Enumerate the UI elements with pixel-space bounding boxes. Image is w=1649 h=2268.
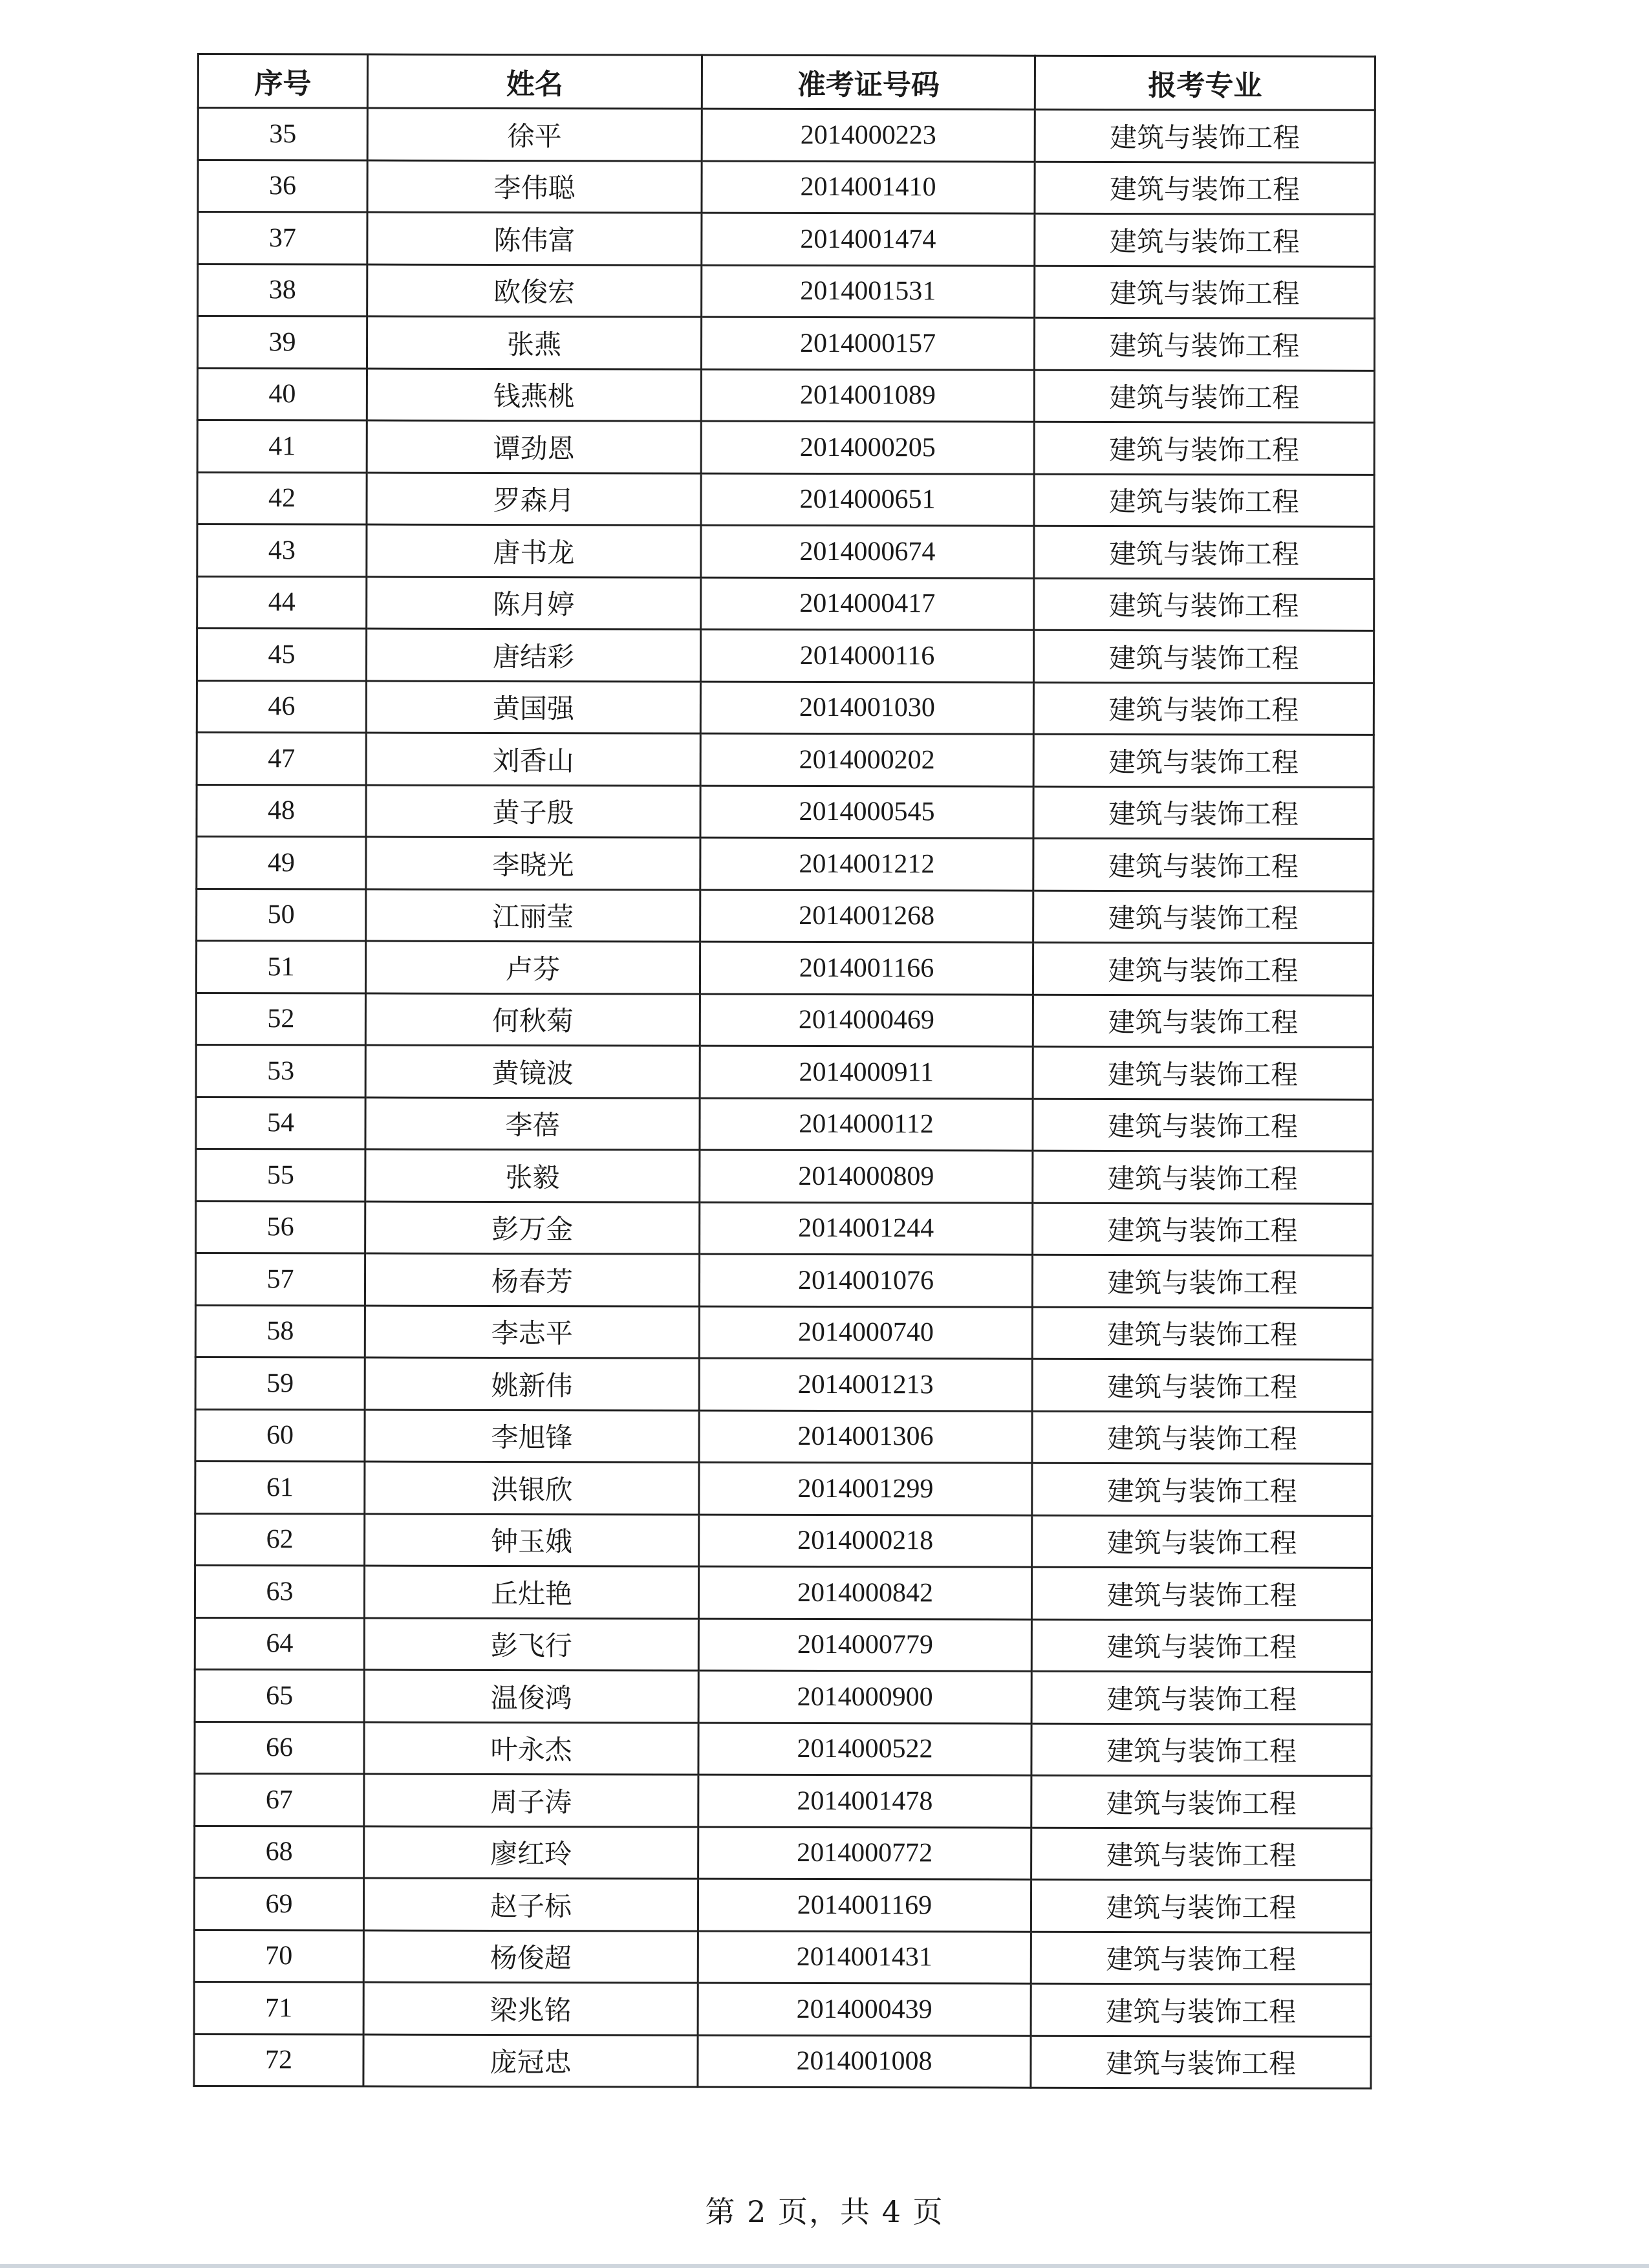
cell-major: 建筑与装饰工程 (1035, 109, 1375, 162)
cell-ticket-number: 2014000651 (701, 473, 1034, 526)
header-name: 姓名 (367, 54, 702, 109)
cell-major: 建筑与装饰工程 (1031, 1932, 1371, 1985)
header-serial-number: 序号 (198, 54, 367, 109)
cell-serial-number: 71 (194, 1982, 363, 2034)
table-body (194, 108, 1375, 2089)
cell-name: 彭飞行 (364, 1618, 698, 1671)
table-row (197, 629, 1374, 683)
cell-ticket-number: 2014001431 (698, 1931, 1031, 1984)
cell-name: 李伟聪 (367, 160, 702, 213)
cell-serial-number: 59 (195, 1357, 365, 1409)
cell-ticket-number: 2014001244 (700, 1202, 1033, 1255)
table-row (195, 1669, 1372, 1723)
cell-major: 建筑与装饰工程 (1033, 786, 1374, 839)
cell-name: 廖红玲 (364, 1826, 698, 1879)
cell-serial-number: 46 (197, 680, 366, 733)
cell-major: 建筑与装饰工程 (1034, 370, 1374, 423)
table-row (197, 524, 1374, 579)
cell-serial-number: 39 (197, 316, 367, 369)
cell-serial-number: 64 (195, 1617, 364, 1670)
cell-major: 建筑与装饰工程 (1031, 2036, 1371, 2089)
cell-ticket-number: 2014000157 (701, 317, 1034, 370)
cell-major: 建筑与装饰工程 (1031, 1983, 1371, 2036)
scan-edge-divider (0, 2264, 1649, 2268)
table-row (197, 316, 1374, 371)
cell-major: 建筑与装饰工程 (1033, 1150, 1373, 1204)
cell-major: 建筑与装饰工程 (1031, 1828, 1372, 1881)
cell-major: 建筑与装饰工程 (1033, 838, 1374, 891)
cell-name: 张燕 (367, 316, 701, 369)
cell-serial-number: 35 (198, 108, 367, 160)
cell-name: 卢芬 (365, 941, 700, 994)
cell-ticket-number: 2014000545 (700, 786, 1033, 839)
cell-ticket-number: 2014000202 (700, 733, 1033, 786)
cell-ticket-number: 2014001030 (700, 682, 1033, 735)
cell-ticket-number: 2014001410 (702, 161, 1035, 214)
table-row (194, 1982, 1371, 2036)
cell-serial-number: 41 (197, 420, 367, 473)
table-row (196, 1201, 1373, 1255)
cell-serial-number: 69 (194, 1877, 363, 1930)
cell-serial-number: 40 (197, 368, 367, 420)
cell-name: 李蓓 (365, 1097, 700, 1150)
cell-name: 庞冠忠 (363, 2035, 698, 2088)
cell-serial-number: 50 (197, 889, 366, 941)
cell-ticket-number: 2014001212 (700, 837, 1033, 891)
cell-ticket-number: 2014001531 (702, 265, 1035, 318)
cell-ticket-number: 2014000900 (698, 1670, 1031, 1723)
cell-serial-number: 42 (197, 472, 367, 524)
cell-major: 建筑与装饰工程 (1032, 1515, 1372, 1568)
cell-major: 建筑与装饰工程 (1035, 266, 1375, 319)
cell-ticket-number: 2014000772 (698, 1827, 1031, 1880)
cell-name: 欧俊宏 (367, 265, 702, 318)
cell-ticket-number: 2014001076 (699, 1254, 1032, 1307)
cell-serial-number: 56 (196, 1201, 365, 1253)
cell-major: 建筑与装饰工程 (1035, 213, 1375, 266)
cell-name: 李旭锋 (365, 1410, 699, 1463)
candidate-table (193, 53, 1376, 2090)
cell-name: 张毅 (365, 1149, 700, 1202)
table-row (198, 108, 1375, 162)
cell-major: 建筑与装饰工程 (1031, 1567, 1372, 1620)
cell-name: 唐结彩 (366, 629, 700, 682)
cell-name: 钟玉娥 (365, 1514, 699, 1567)
cell-name: 谭劲恩 (367, 420, 701, 473)
table-row (195, 1565, 1372, 1619)
cell-serial-number: 49 (197, 837, 366, 889)
cell-name: 何秋菊 (365, 993, 700, 1046)
cell-major: 建筑与装饰工程 (1031, 1775, 1372, 1828)
cell-major: 建筑与装饰工程 (1033, 995, 1373, 1048)
cell-name: 杨俊超 (363, 1930, 698, 1983)
cell-serial-number: 70 (194, 1930, 363, 1982)
cell-major: 建筑与装饰工程 (1031, 1723, 1372, 1777)
cell-ticket-number: 2014000674 (701, 525, 1034, 578)
table-row (197, 472, 1374, 526)
cell-name: 唐书龙 (367, 524, 701, 578)
cell-name: 黄子殷 (366, 785, 700, 838)
cell-serial-number: 44 (197, 576, 367, 629)
cell-ticket-number: 2014000205 (701, 421, 1034, 474)
cell-major: 建筑与装饰工程 (1033, 1203, 1373, 1256)
cell-serial-number: 38 (198, 264, 367, 316)
cell-serial-number: 57 (195, 1253, 365, 1305)
cell-serial-number: 67 (195, 1773, 364, 1826)
cell-name: 徐平 (367, 108, 702, 161)
cell-name: 杨春芳 (365, 1253, 699, 1306)
cell-ticket-number: 2014000911 (700, 1046, 1033, 1099)
table-row (198, 160, 1375, 214)
cell-major: 建筑与装饰工程 (1033, 630, 1374, 683)
cell-name: 钱燕桃 (367, 369, 701, 422)
table-row (195, 1826, 1372, 1880)
table-row (197, 368, 1374, 422)
cell-serial-number: 43 (197, 524, 367, 577)
cell-serial-number: 47 (197, 733, 366, 785)
cell-ticket-number: 2014000740 (699, 1306, 1032, 1359)
table-row (195, 1357, 1372, 1411)
table-row (197, 837, 1374, 891)
cell-major: 建筑与装饰工程 (1034, 578, 1374, 631)
cell-serial-number: 68 (195, 1826, 364, 1878)
cell-name: 陈伟富 (367, 212, 702, 265)
cell-serial-number: 60 (195, 1409, 365, 1462)
table-row (195, 1409, 1372, 1463)
cell-name: 黄镜波 (365, 1045, 700, 1098)
cell-ticket-number: 2014000522 (698, 1723, 1031, 1776)
cell-name: 丘灶艳 (364, 1566, 698, 1619)
cell-ticket-number: 2014001166 (700, 942, 1033, 995)
cell-serial-number: 37 (198, 212, 367, 265)
cell-ticket-number: 2014001474 (702, 213, 1035, 266)
cell-serial-number: 65 (195, 1669, 364, 1722)
cell-name: 李志平 (365, 1306, 699, 1359)
cell-major: 建筑与装饰工程 (1034, 474, 1374, 527)
table-row (195, 1773, 1372, 1828)
cell-ticket-number: 2014001089 (701, 369, 1034, 422)
cell-major: 建筑与装饰工程 (1034, 318, 1374, 371)
cell-major: 建筑与装饰工程 (1033, 1099, 1373, 1152)
table-header-row (198, 54, 1375, 111)
table-row (196, 941, 1373, 995)
cell-name: 洪银欣 (365, 1462, 699, 1515)
cell-major: 建筑与装饰工程 (1033, 734, 1374, 787)
cell-ticket-number: 2014001008 (698, 2035, 1031, 2088)
cell-major: 建筑与装饰工程 (1031, 1879, 1371, 1932)
cell-name: 刘香山 (366, 733, 700, 786)
cell-ticket-number: 2014000112 (700, 1098, 1033, 1151)
cell-major: 建筑与装饰工程 (1033, 942, 1373, 995)
cell-serial-number: 45 (197, 629, 366, 681)
cell-major: 建筑与装饰工程 (1033, 682, 1374, 735)
table-row (197, 420, 1374, 475)
cell-major: 建筑与装饰工程 (1032, 1411, 1372, 1464)
table-row (196, 1149, 1373, 1203)
cell-ticket-number: 2014000842 (698, 1566, 1031, 1619)
cell-serial-number: 48 (197, 784, 366, 837)
table-row (197, 889, 1374, 943)
table-row (195, 1461, 1372, 1515)
cell-serial-number: 58 (195, 1305, 365, 1357)
table-row (196, 1044, 1373, 1099)
table-row (196, 993, 1373, 1047)
header-ticket-number: 准考证号码 (702, 55, 1035, 109)
cell-ticket-number: 2014000469 (700, 994, 1033, 1047)
cell-major: 建筑与装饰工程 (1032, 1307, 1372, 1360)
cell-ticket-number: 2014000116 (700, 629, 1033, 682)
table-row (197, 576, 1374, 631)
cell-ticket-number: 2014000417 (701, 578, 1034, 631)
table-row (195, 1617, 1372, 1672)
page-number: 第 2 页，共 4 页 (705, 2194, 944, 2229)
cell-major: 建筑与装饰工程 (1032, 1359, 1372, 1412)
cell-serial-number: 55 (196, 1149, 365, 1201)
table-row (195, 1722, 1372, 1776)
table-row (195, 1253, 1372, 1307)
cell-name: 叶永杰 (364, 1722, 698, 1775)
cell-major: 建筑与装饰工程 (1032, 1463, 1372, 1516)
cell-major: 建筑与装饰工程 (1032, 1255, 1372, 1308)
cell-major: 建筑与装饰工程 (1031, 1671, 1372, 1724)
cell-name: 温俊鸿 (364, 1670, 698, 1723)
cell-ticket-number: 2014000779 (698, 1619, 1031, 1672)
cell-serial-number: 63 (195, 1565, 364, 1617)
cell-major: 建筑与装饰工程 (1035, 162, 1375, 215)
cell-serial-number: 66 (195, 1722, 364, 1774)
cell-ticket-number: 2014000809 (700, 1150, 1033, 1203)
cell-name: 罗森月 (367, 473, 701, 526)
cell-ticket-number: 2014001478 (698, 1775, 1031, 1828)
cell-name: 李晓光 (366, 837, 700, 890)
cell-serial-number: 62 (195, 1513, 365, 1566)
cell-ticket-number: 2014001299 (699, 1462, 1032, 1515)
cell-name: 周子涛 (364, 1774, 698, 1827)
roster-sheet (193, 53, 1374, 2090)
cell-name: 彭万金 (365, 1202, 700, 1255)
cell-name: 姚新伟 (365, 1357, 699, 1410)
table-row (195, 1305, 1372, 1359)
cell-ticket-number: 2014001306 (699, 1410, 1032, 1463)
table-row (196, 1097, 1373, 1151)
cell-name: 江丽莹 (366, 889, 700, 942)
cell-serial-number: 36 (198, 160, 367, 212)
cell-ticket-number: 2014000439 (698, 1983, 1031, 2036)
table-row (197, 733, 1374, 787)
cell-major: 建筑与装饰工程 (1034, 422, 1374, 475)
cell-major: 建筑与装饰工程 (1033, 1046, 1373, 1099)
cell-major: 建筑与装饰工程 (1031, 1619, 1372, 1672)
cell-serial-number: 54 (196, 1097, 365, 1149)
cell-ticket-number: 2014000223 (702, 109, 1035, 162)
cell-serial-number: 53 (196, 1044, 365, 1097)
table-row (194, 1930, 1371, 1984)
cell-name: 赵子标 (363, 1878, 698, 1931)
cell-major: 建筑与装饰工程 (1034, 526, 1374, 579)
cell-name: 梁兆铭 (363, 1982, 698, 2035)
cell-name: 陈月婷 (367, 577, 701, 630)
cell-serial-number: 51 (196, 941, 365, 993)
cell-serial-number: 72 (194, 2034, 363, 2086)
cell-major: 建筑与装饰工程 (1033, 891, 1374, 944)
table-row (198, 212, 1375, 266)
cell-serial-number: 52 (196, 993, 365, 1045)
table-row (197, 784, 1374, 839)
cell-ticket-number: 2014001213 (699, 1358, 1032, 1411)
cell-ticket-number: 2014001268 (700, 890, 1033, 943)
table-row (197, 680, 1374, 735)
table-row (195, 1513, 1372, 1568)
table-row (194, 1877, 1371, 1932)
header-major: 报考专业 (1035, 56, 1375, 110)
table-row (194, 2034, 1371, 2088)
cell-name: 黄国强 (366, 681, 700, 734)
cell-serial-number: 61 (195, 1461, 365, 1513)
cell-ticket-number: 2014000218 (699, 1515, 1032, 1568)
table-row (198, 264, 1375, 318)
cell-ticket-number: 2014001169 (698, 1879, 1031, 1932)
